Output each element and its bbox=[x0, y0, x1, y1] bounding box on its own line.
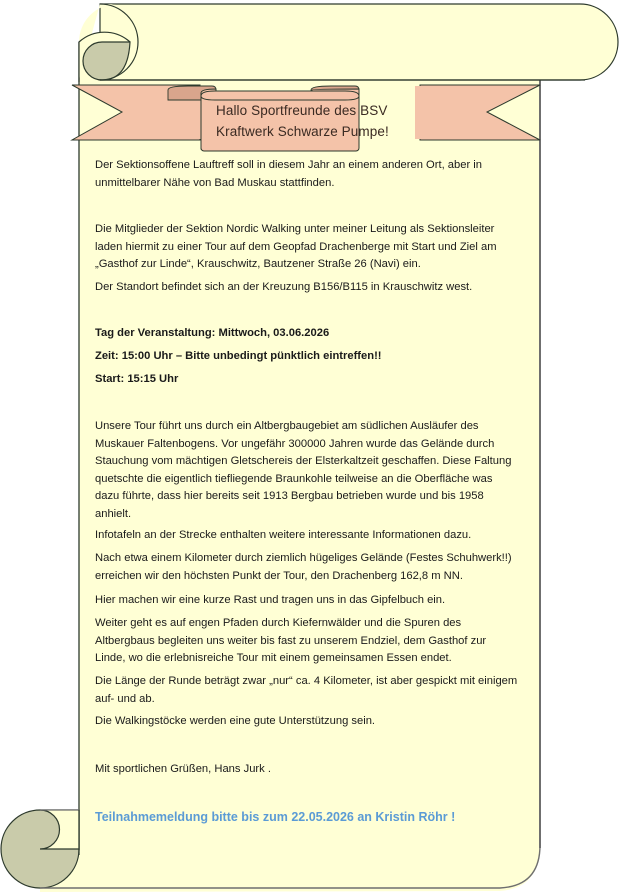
event-date: Tag der Veranstaltung: Mittwoch, 03.06.2026 bbox=[95, 327, 330, 339]
scroll-top-roll bbox=[100, 4, 618, 80]
event-start: Start: 15:15 Uhr bbox=[95, 373, 179, 385]
registration-deadline: Teilnahmemeldung bitte bis zum 22.05.2026 an Kristin Röhr ! bbox=[95, 810, 456, 824]
paragraph-drachenberg: Nach etwa einem Kilometer durch ziemlich hügeliges Gelände (Festes Schuhwerk!!) erreichen wir den höchsten Punkt der Tour, den Drachenberg 162,8 m NN. bbox=[95, 552, 512, 582]
banner-title-line-2: Kraftwerk Schwarze Pumpe! bbox=[216, 124, 389, 139]
banner-tail-mask-right bbox=[415, 86, 440, 139]
paragraph-location: Der Standort befindet sich an der Kreuzung B156/B115 in Krauschwitz west. bbox=[95, 281, 473, 293]
paragraph-intro: Der Sektionsoffene Lauftreff soll in diesem Jahr an einem anderen Ort, aber in unmittelbarer Nähe von Bad Muskau stattfinden. bbox=[95, 159, 483, 189]
paragraph-geology: Unsere Tour führt uns durch ein Altbergbaugebiet am südlichen Ausläufer des Muskauer Faltenbogens. Vor ungefähr 300000 Jahren wurde das Gelände durch Stauchung vom mächtigen Gletschereis der Elsterkaltzeit geschaffen. Diese Faltung quetschte die eigentlich tiefliegende Braunkohle teilweise an die Oberfläche was dazu führte, dass hier bereits seit 1913 Bergbau betrieben wurde und bis 1958 anhielt. bbox=[95, 420, 512, 520]
paragraph-invitation: Die Mitglieder der Sektion Nordic Walking unter meiner Leitung als Sektionsleiter laden hiermit zu einer Tour auf dem Geopfad Drachenberge mit Start und Ziel am „Gasthof zur Linde“, Krauschwitz, Bautzener Straße 26 (Navi) ein. bbox=[95, 223, 497, 270]
paragraph-weiter: Weiter geht es auf engen Pfaden durch Kiefernwälder und die Spuren des Altbergbaus begleiten uns weiter bis fast zu unserem Endziel, dem Gasthof zur Linde, wo die erlebnisreiche Tour mit einem gemeinsamen Essen endet. bbox=[95, 617, 487, 664]
paragraph-stoecke: Die Walkingstöcke werden eine gute Unterstützung sein. bbox=[95, 715, 376, 727]
event-time: Zeit: 15:00 Uhr – Bitte unbedingt pünktlich eintreffen!! bbox=[95, 350, 382, 362]
banner-title bbox=[216, 100, 406, 142]
signature: Mit sportlichen Grüßen, Hans Jurk . bbox=[95, 763, 271, 775]
banner-title-line-1: Hallo Sportfreunde des BSV bbox=[216, 103, 388, 118]
paragraph-rast: Hier machen wir eine kurze Rast und tragen uns in das Gipfelbuch ein. bbox=[95, 594, 446, 606]
banner-panel-topcurl bbox=[201, 91, 359, 100]
paragraph-laenge: Die Länge der Runde beträgt zwar „nur“ ca. 4 Kilometer, ist aber gespickt mit einigem auf- und ab. bbox=[95, 675, 518, 705]
paragraph-infotafeln: Infotafeln an der Strecke enthalten weitere interessante Informationen dazu. bbox=[95, 529, 472, 541]
